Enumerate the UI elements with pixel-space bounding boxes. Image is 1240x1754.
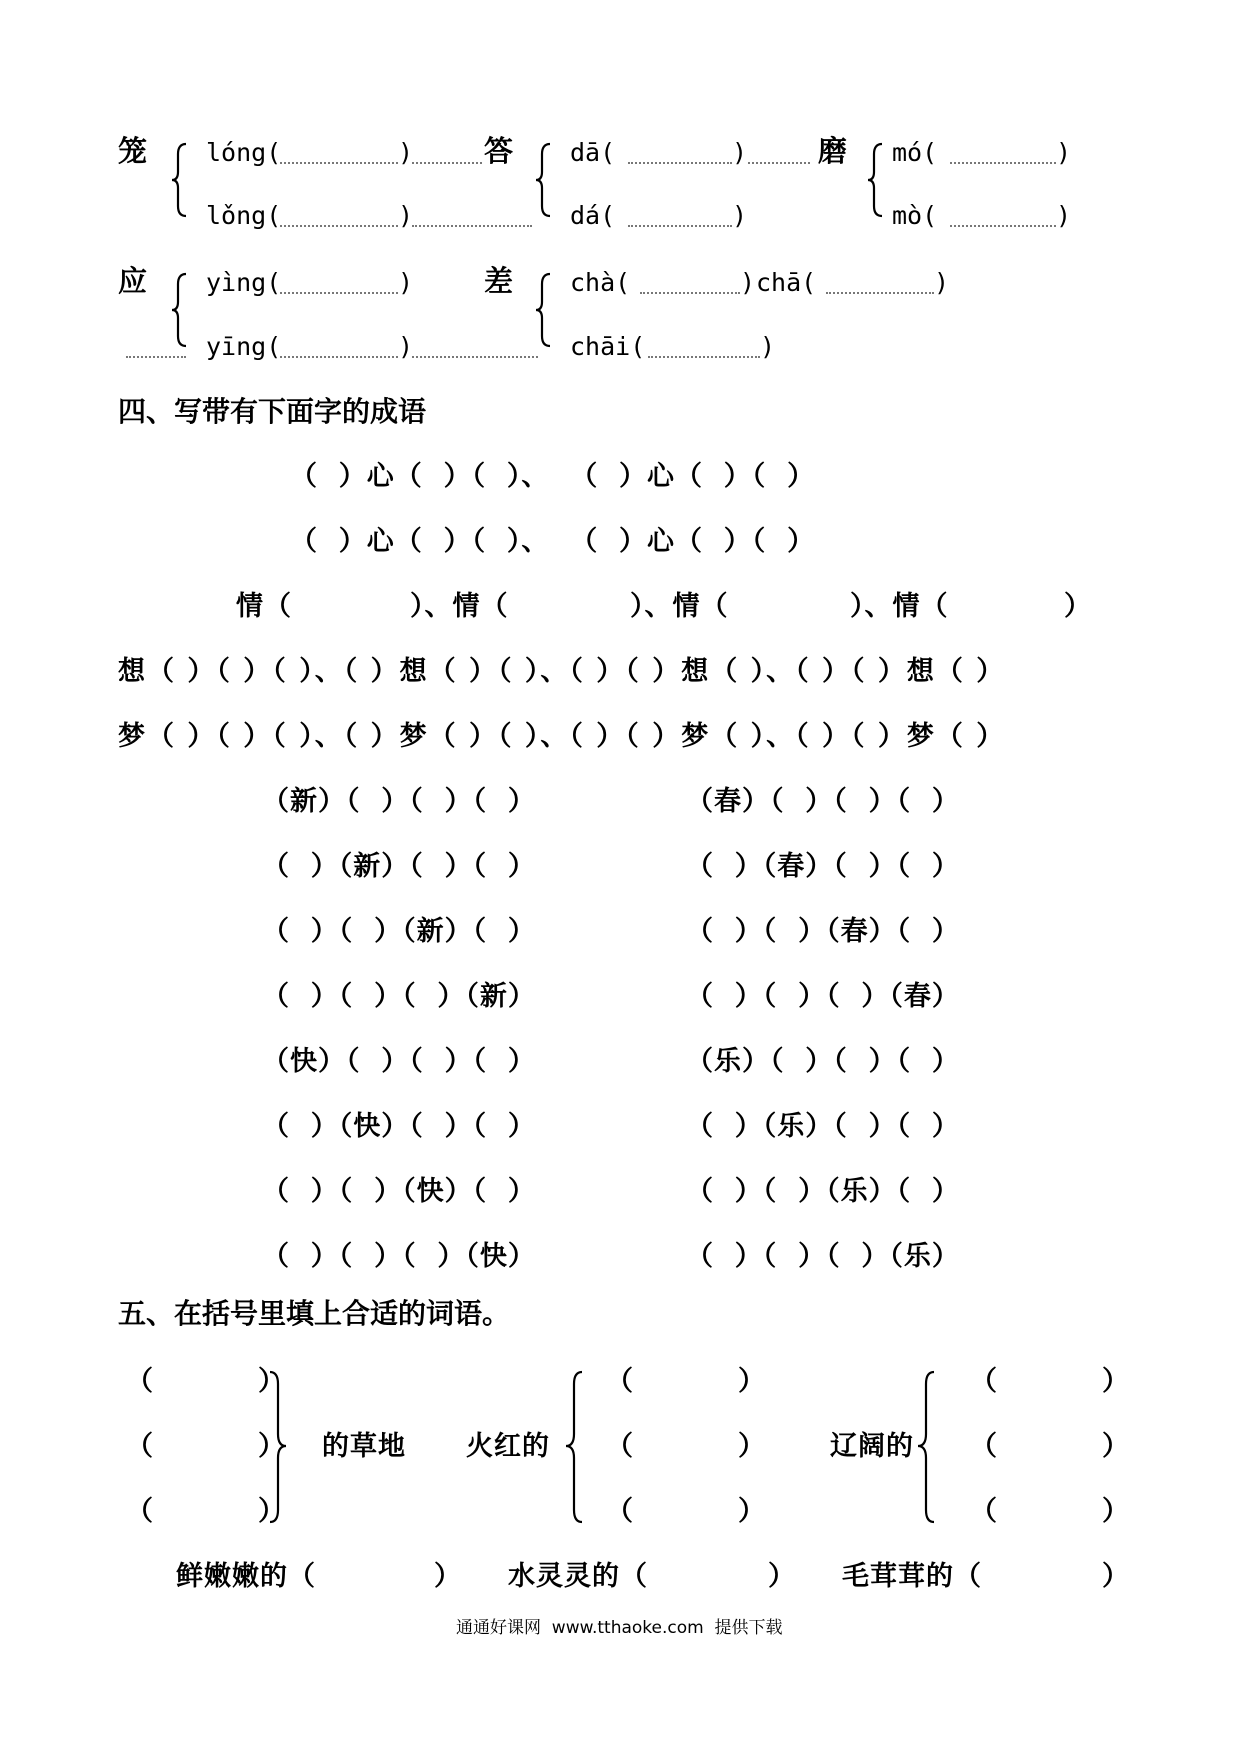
left-brace [536,140,558,220]
close-paren: ) [1056,201,1072,230]
blank-paren: （ ） [126,1431,286,1462]
idiom-row: （ ）（新）（ ）（ ） [262,851,536,882]
left-brace [564,1368,588,1528]
xiang-row: 想（ ）（ ）（ ）、（ ）想（ ）（ ）、（ ）（ ）想（ ）、（ ）（ ）想（ ） [118,656,1006,687]
pinyin-reading-extra: chā( [756,268,817,297]
pinyin-reading: chà( [570,268,631,297]
close-paren: ） [1102,1561,1130,1592]
shuilingling-label: 水灵灵的（ [508,1561,648,1592]
idiom-row: （ ）（春）（ ）（ ） [686,851,960,882]
idiom-row: （ ）（ ）（春）（ ） [686,916,960,947]
xiannennen-label: 鲜嫩嫩的（ [176,1561,316,1592]
close-paren: ) [934,268,950,297]
close-paren: ) [732,138,748,167]
pinyin-reading: yìng( [206,268,282,297]
close-paren: ) [740,268,756,297]
close-paren: ) [398,332,414,361]
blank-paren: （ ） [970,1496,1130,1527]
polyphone-char: 磨 [818,134,848,168]
polyphone-char: 笼 [118,134,148,168]
idiom-row: （ ）（ ）（ ）（乐） [686,1241,960,1272]
pinyin-reading: mó( [892,138,938,167]
left-brace [172,270,194,350]
blank-paren: （ ） [606,1496,766,1527]
blank-paren: （ ） [970,1366,1130,1397]
left-brace [868,140,890,220]
blank-paren: （ ） [606,1366,766,1397]
left-brace [916,1368,940,1528]
idiom-row: （ ）（ ）（ ）（快） [262,1241,536,1272]
polyphone-char: 应 [118,264,148,298]
idiom-row: （ ）（ ）（乐）（ ） [686,1176,960,1207]
xin-row-2: （ ）心（ ）（ ）、 （ ）心（ ）（ ） [290,526,816,557]
qing-part: ）、情（ [850,591,949,622]
section-5-title: 五、在括号里填上合适的词语。 [118,1297,511,1330]
pinyin-reading: lǒng( [206,201,282,230]
polyphone-char: 答 [484,134,514,168]
blank-paren: （ ） [126,1366,286,1397]
maorongrong-label: 毛茸茸的（ [842,1561,982,1592]
blank-paren: （ ） [970,1431,1130,1462]
close-paren: ) [732,201,748,230]
idiom-row: （ ）（ ）（新）（ ） [262,916,536,947]
pinyin-reading: yīng( [206,332,282,361]
section-4-title: 四、写带有下面字的成语 [118,395,427,428]
close-paren: ） [768,1561,796,1592]
close-paren: ) [398,201,414,230]
qing-part: ）、情（ [630,591,729,622]
footer-source: 通通好课网 www.tthaoke.com 提供下载 [456,1618,783,1638]
close-paren: ) [398,268,414,297]
right-brace [268,1368,292,1528]
idiom-row: （乐）（ ）（ ）（ ） [686,1046,960,1077]
pinyin-reading: chāi( [570,332,646,361]
huohong-label: 火红的 [466,1431,550,1462]
pinyin-reading: lóng( [206,138,282,167]
left-brace [536,270,558,350]
caodi-label: 的草地 [322,1431,406,1462]
meng-row: 梦（ ）（ ）（ ）、（ ）梦（ ）（ ）、（ ）（ ）梦（ ）、（ ）（ ）梦（ ） [118,721,1006,752]
idiom-row: （ ）（ ）（快）（ ） [262,1176,536,1207]
liaokuo-label: 辽阔的 [830,1431,914,1462]
polyphone-char: 差 [484,264,514,298]
idiom-row: （快）（ ）（ ）（ ） [262,1046,536,1077]
blank-paren: （ ） [126,1496,286,1527]
qing-part: ） [1064,591,1092,622]
idiom-row: （春）（ ）（ ）（ ） [686,786,960,817]
close-paren: ) [398,138,414,167]
qing-part: 情（ [236,591,292,622]
blank-paren: （ ） [606,1431,766,1462]
idiom-row: （ ）（乐）（ ）（ ） [686,1111,960,1142]
close-paren: ) [760,332,776,361]
pinyin-reading: mò( [892,201,938,230]
pinyin-reading: dá( [570,201,616,230]
left-brace [172,140,194,220]
xin-row-1: （ ）心（ ）（ ）、 （ ）心（ ）（ ） [290,461,816,492]
close-paren: ） [434,1561,462,1592]
qing-part: ）、情（ [410,591,509,622]
idiom-row: （ ）（ ）（ ）（新） [262,981,536,1012]
idiom-row: （ ）（快）（ ）（ ） [262,1111,536,1142]
close-paren: ) [1056,138,1072,167]
pinyin-reading: dā( [570,138,616,167]
idiom-row: （ ）（ ）（ ）（春） [686,981,960,1012]
idiom-row: （新）（ ）（ ）（ ） [262,786,536,817]
